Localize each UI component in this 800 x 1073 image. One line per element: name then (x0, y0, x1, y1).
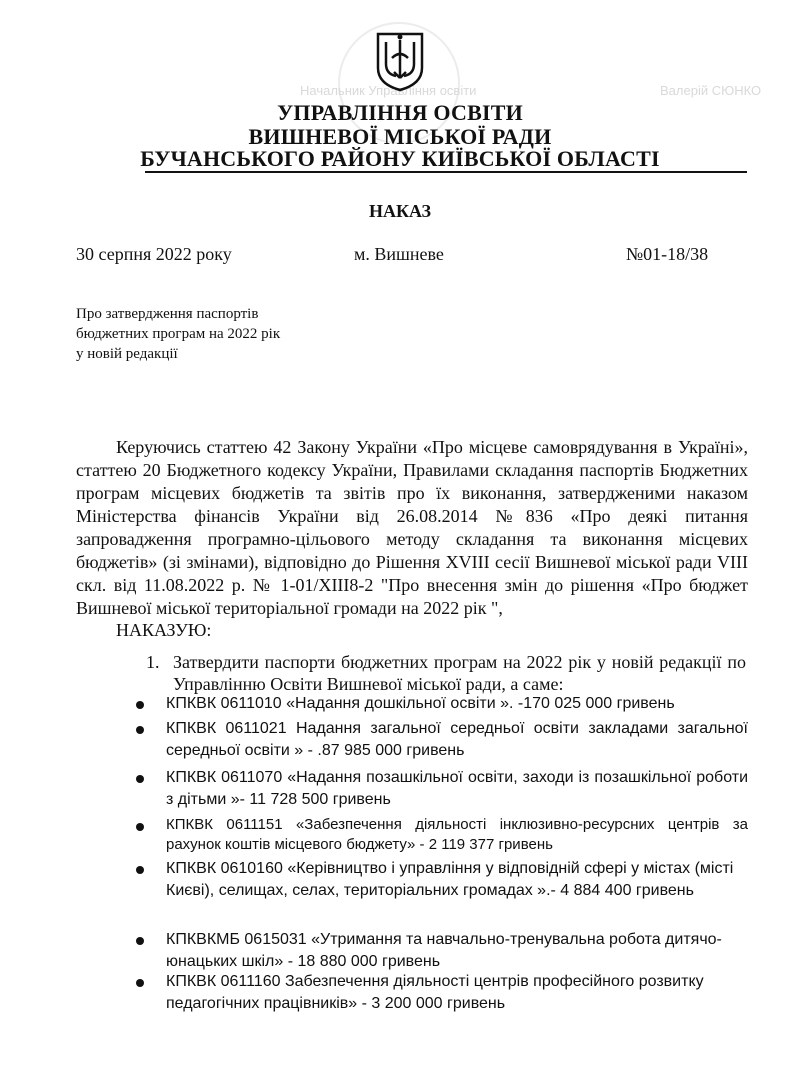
budget-program-text: КПКВК 0611160 Забезпечення діяльності центрів професійного розвитку педагогічних працівників» - 3 200 000 гривень (166, 973, 704, 1012)
budget-program-text: КПКВКМБ 0615031 «Утримання та навчально-тренувальна робота дитячо-юнацьких шкіл» - 18 880 000 гривень (166, 931, 722, 970)
org-name-line-1: УПРАВЛІННЯ ОСВІТИ (277, 100, 523, 125)
preamble-paragraph: Керуючись статтею 42 Закону України «Про місцеве самоврядування в Україні», статтею 20 Бюджетного кодексу України, Правилами складання паспортів Бюджетних програм місцевих бюджетів та звітів про їх виконання, затвердженими наказом Міністерства фінансів України від 26.08.2014 №836 «Про деякі питання запровадження програмно-цільового методу складання та виконання місцевих бюджетів» (зі змінами), відповідно до Рішення XVIII сесії Вишневої міської ради VIII скл. від 11.08.2022 р. № 1-01/XIII8-2 "Про внесення змін до рішення «Про бюджет Вишневої міської територіальної громади на 2022 рік ", (76, 437, 748, 618)
header-divider (145, 171, 747, 173)
item-number: 1. (146, 652, 160, 672)
order-keyword: НАКАЗУЮ: (116, 620, 212, 640)
subject-line: у новій редакції (76, 346, 178, 362)
budget-program-text: КПКВК 0611070 «Надання позашкільної освіти, заходи із позашкільної роботи з дітьми »- 11 728 500 гривень (166, 769, 748, 808)
budget-program-text: КПКВК 0611151 «Забезпечення діяльності інклюзивно-ресурсних центрів за рахунок коштів місцевого бюджету» - 2 119 377 гривень (166, 816, 748, 853)
order-number: №01-18/38 (626, 244, 709, 264)
org-name-line-3: БУЧАНСЬКОГО РАЙОНУ КИЇВСЬКОЇ ОБЛАСТІ (140, 146, 660, 171)
bullet-icon (136, 979, 144, 987)
document-title: НАКАЗ (368, 201, 432, 221)
bullet-icon (136, 701, 144, 709)
bullet-icon (136, 775, 144, 783)
bullet-icon (136, 726, 144, 734)
budget-program-text: КПКВК 0611010 «Надання дошкільної освіти ». -170 025 000 гривень (166, 695, 675, 712)
order-subject (76, 304, 336, 364)
bleed-through-text: Начальник Управління освіти (300, 83, 477, 98)
budget-program-text: КПКВК 0610160 «Керівництво і управління у відповідній сфері у містах (місті Києві), селищах, селах, територіальних громадах ».- 4 884 400 гривень (166, 860, 734, 899)
bullet-icon (136, 823, 144, 831)
bullet-icon (136, 937, 144, 945)
budget-program-text: КПКВК 0611021 Надання загальної середньої освіти закладами загальної середньої освіти » - .87 985 000 гривень (166, 720, 748, 759)
item-text: Затвердити паспорти бюджетних програм на 2022 рік у новій редакції по Управлінню Освіти Вишневої міської ради, а саме: (173, 652, 746, 694)
subject-line: бюджетних програм на 2022 рік (76, 326, 281, 342)
bullet-icon (136, 866, 144, 874)
subject-line: Про затвердження паспортів (76, 306, 259, 322)
coat-of-arms-icon (374, 28, 426, 92)
order-date: 30 серпня 2022 року (76, 244, 232, 264)
order-place: м. Вишневе (354, 244, 444, 264)
bleed-through-signature: Валерій СЮНКО (660, 83, 762, 98)
org-name-line-2: ВИШНЕВОЇ МІСЬКОЇ РАДИ (248, 124, 552, 149)
